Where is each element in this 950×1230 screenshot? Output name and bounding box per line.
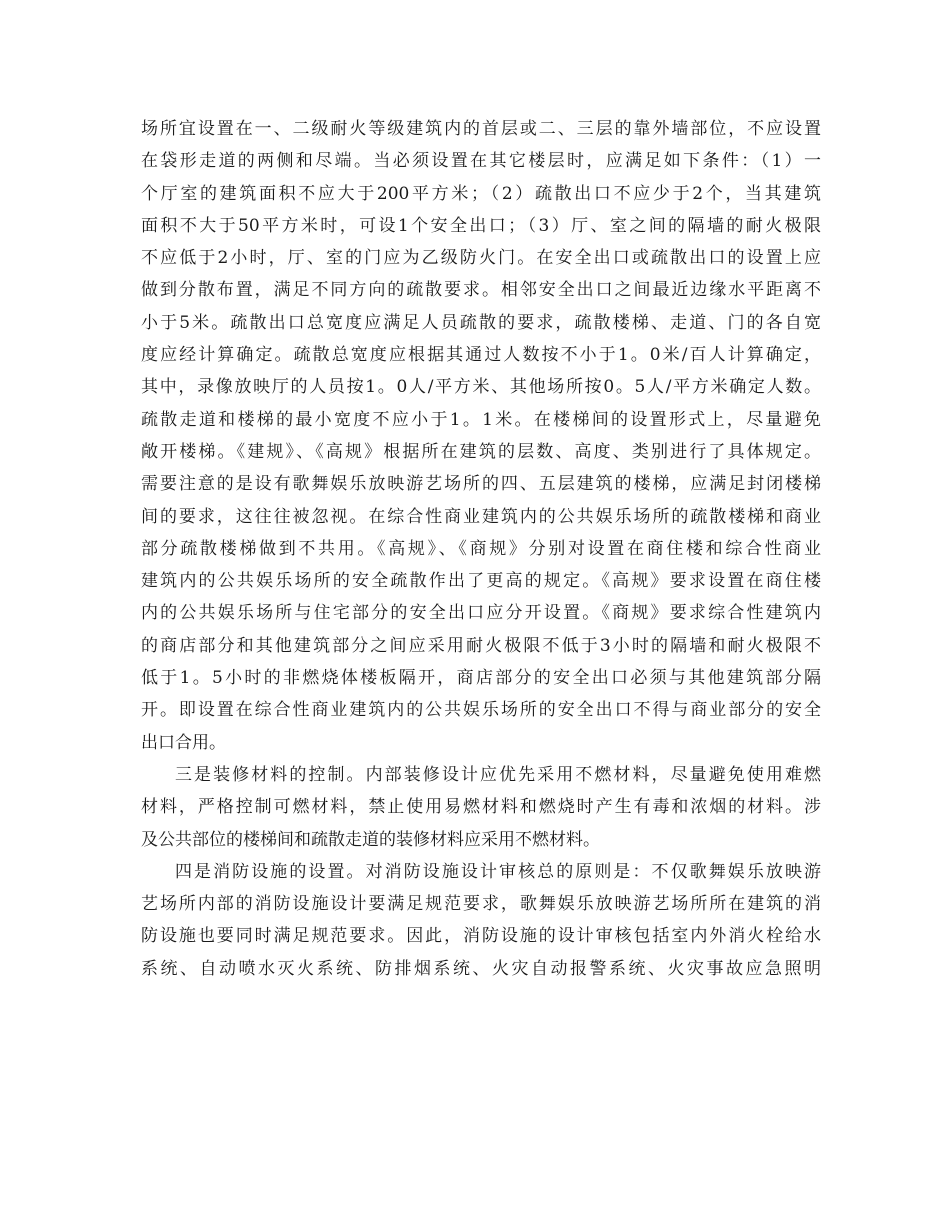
text-line: 低于1。5小时的非燃烧体楼板隔开，商店部分的安全出口必须与其他建筑部分隔: [141, 668, 821, 689]
text-line: 场所宜设置在一、二级耐火等级建筑内的首层或二、三层的靠外墙部位，不应设置: [141, 119, 821, 139]
text-line: 三是装修材料的控制。内部装修设计应优先采用不燃材料，尽量避免使用难燃: [175, 764, 821, 785]
text-line: 疏散走道和楼梯的最小宽度不应小于1。1米。在楼梯间的设置形式上，尽量避免: [141, 409, 821, 430]
paragraph: [141, 113, 821, 759]
text-line: 部分疏散楼梯做到不共用。《高规》、《商规》分别对设置在商住楼和综合性商业: [141, 538, 821, 559]
text-line: 艺场所内部的消防设施设计要满足规范要求，歌舞娱乐放映游艺场所所在建筑的消: [141, 894, 821, 915]
body-text: [141, 113, 821, 985]
text-line: 需要注意的是设有歌舞娱乐放映游艺场所的四、五层建筑的楼梯，应满足封闭楼梯: [141, 474, 821, 495]
text-line: 个厅室的建筑面积不应大于200平方米；（2）疏散出口不应少于2个，当其建筑: [141, 183, 821, 204]
text-line: 的商店部分和其他建筑部分之间应采用耐火极限不低于3小时的隔墙和耐火极限不: [141, 635, 821, 656]
text-line: 开。即设置在综合性商业建筑内的公共娱乐场所的安全出口不得与商业部分的安全: [141, 700, 821, 721]
text-line: 敞开楼梯。《建规》、《高规》根据所在建筑的层数、高度、类别进行了具体规定。: [141, 441, 821, 462]
text-line: 出口合用。: [141, 732, 226, 753]
text-line: 小于5米。疏散出口总宽度应满足人员疏散的要求，疏散楼梯、走道、门的各自宽: [141, 312, 821, 333]
paragraph: [141, 856, 821, 985]
text-line: 及公共部位的楼梯间和疏散走道的装修材料应采用不燃材料。: [141, 829, 600, 850]
text-line: 不应低于2小时，厅、室的门应为乙级防火门。在安全出口或疏散出口的设置上应: [141, 248, 821, 269]
text-line: 防设施也要同时满足规范要求。因此，消防设施的设计审核包括室内外消火栓给水: [141, 926, 821, 947]
text-line: 系统、自动喷水灭火系统、防排烟系统、火灾自动报警系统、火灾事故应急照明: [141, 958, 821, 979]
text-line: 四是消防设施的设置。对消防设施设计审核总的原则是：不仅歌舞娱乐放映游: [175, 861, 821, 882]
text-line: 建筑内的公共娱乐场所的安全疏散作出了更高的规定。《高规》要求设置在商住楼: [141, 571, 821, 592]
text-line: 间的要求，这往往被忽视。在综合性商业建筑内的公共娱乐场所的疏散楼梯和商业: [141, 506, 821, 527]
text-line: 面积不大于50平方米时，可设1个安全出口；（3）厅、室之间的隔墙的耐火极限: [141, 215, 821, 236]
text-line: 在袋形走道的两侧和尽端。当必须设置在其它楼层时，应满足如下条件：（1）一: [141, 151, 821, 172]
text-line: 材料，严格控制可燃材料，禁止使用易燃材料和燃烧时产生有毒和浓烟的材料。涉: [141, 797, 821, 818]
paragraph: [141, 759, 821, 856]
text-line: 内的公共娱乐场所与住宅部分的安全出口应分开设置。《商规》要求综合性建筑内: [141, 603, 821, 624]
text-line: 其中，录像放映厅的人员按1。0人/平方米、其他场所按0。5人/平方米确定人数。: [141, 377, 821, 398]
text-line: 做到分散布置，满足不同方向的疏散要求。相邻安全出口之间最近边缘水平距离不: [141, 280, 821, 301]
text-line: 度应经计算确定。疏散总宽度应根据其通过人数按不小于1。0米/百人计算确定，: [141, 345, 821, 366]
